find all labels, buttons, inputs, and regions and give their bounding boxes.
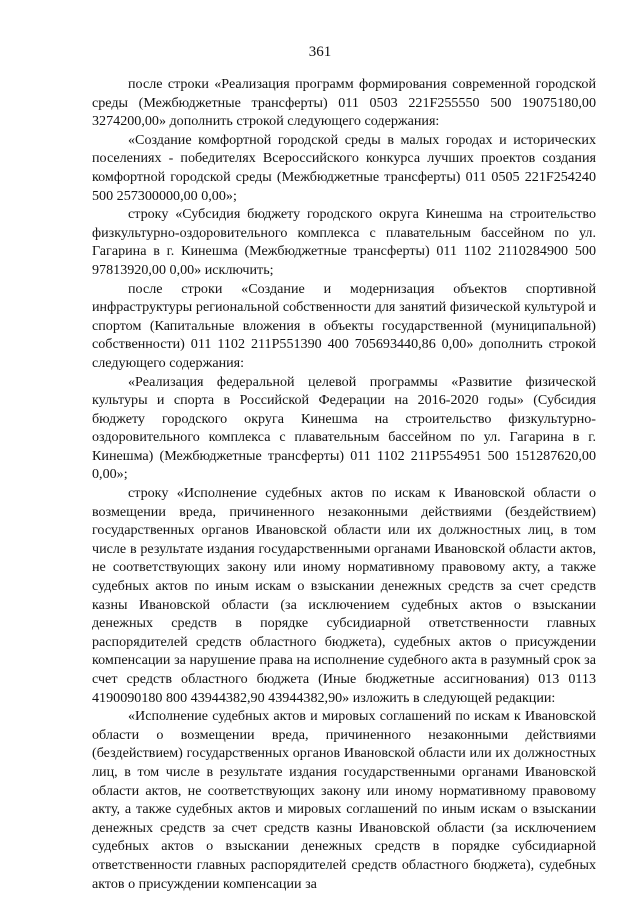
- paragraph-insert-after-sport-infrastructure: после строки «Создание и модернизация объектов спортивной инфраструктуры региональной собственности для занятий физической культурой и спортом (Капитальные вложения в объекты государственной (муниципальной) собственности) 011 1102 211P551390 400 705693440,86 0,00» дополнить строкой следующего содержания:: [92, 280, 596, 371]
- paragraph-sudebnye-akty-new: «Исполнение судебных актов и мировых соглашений по искам к Ивановской области о возмещении вреда, причиненного незаконными действиями (бездействием) государственных органов Ивановской области или их должностных лиц, в том числе в результате издания государственными органами Ивановской области актов, не соответствующих закону или иному нормативному правовому акту, а также судебных актов и мировых соглашений по иным искам о взыскании денежных средств за счет средств казны Ивановской области (за исключением судебных актов о взыскании денежных средств в порядке субсидиарной ответственности главных распорядителей средств областного бюджета), судебных актов о присуждении компенсации за: [92, 708, 596, 892]
- paragraph-fcp-fizicheskaya-kultura: «Реализация федеральной целевой программы «Развитие физической культуры и спорта в Российской Федерации на 2016-2020 годы» (Субсидия бюджету городского округа Кинешма на строительство физкультурно-оздоровительного комплекса с плавательным бассейном по ул. Гагарина в г. Кинешма) (Межбюджетные трансферты) 011 1102 211P554951 500 151287620,00 0,00»;: [92, 373, 596, 483]
- paragraph-insert-after-gorodskaya-sreda: после строки «Реализация программ формирования современной городской среды (Межбюджетные трансферты) 011 0503 221F255550 500 19075180,00 3274200,00» дополнить строкой следующего содержания:: [92, 76, 596, 130]
- paragraph-exclude-subsidiya-kineshma: строку «Субсидия бюджету городского округа Кинешма на строительство физкультурно-оздоровительного комплекса с плавательным бассейном по ул. Гагарина в г. Кинешма (Межбюджетные трансферты) 011 1102 2110284900 500 97813920,00 0,00» исключить;: [92, 206, 596, 278]
- paragraph-komfortnaya-sreda: «Создание комфортной городской среды в малых городах и исторических поселениях - победителях Всероссийского конкурса лучших проектов создания комфортной городской среды (Межбюджетные трансферты) 011 0505 221F254240 500 257300000,00 0,00»;: [92, 131, 596, 204]
- paragraph-sudebnye-akty-old: строку «Исполнение судебных актов по искам к Ивановской области о возмещении вреда, причиненного незаконными действиями (бездействием) государственных органов Ивановской области или их должностных лиц, в том числе в результате издания государственными органами Ивановской области актов, не соответствующих закону или иному нормативному правовому акту, а также судебных актов по иным искам о взыскании денежных средств за счет средств казны Ивановской области (за исключением судебных актов о взыскании денежных средств в порядке субсидиарной ответственности главных распорядителей средств областного бюджета), судебных актов о присуждении компенсации за нарушение права на исполнение судебного акта в разумный срок за счет средств областного бюджета (Иные бюджетные ассигнования) 013 0113 4190090180 800 43944382,90 43944382,90» изложить в следующей редакции:: [92, 485, 596, 706]
- page-number: 361: [308, 44, 332, 60]
- document-body: [92, 75, 596, 893]
